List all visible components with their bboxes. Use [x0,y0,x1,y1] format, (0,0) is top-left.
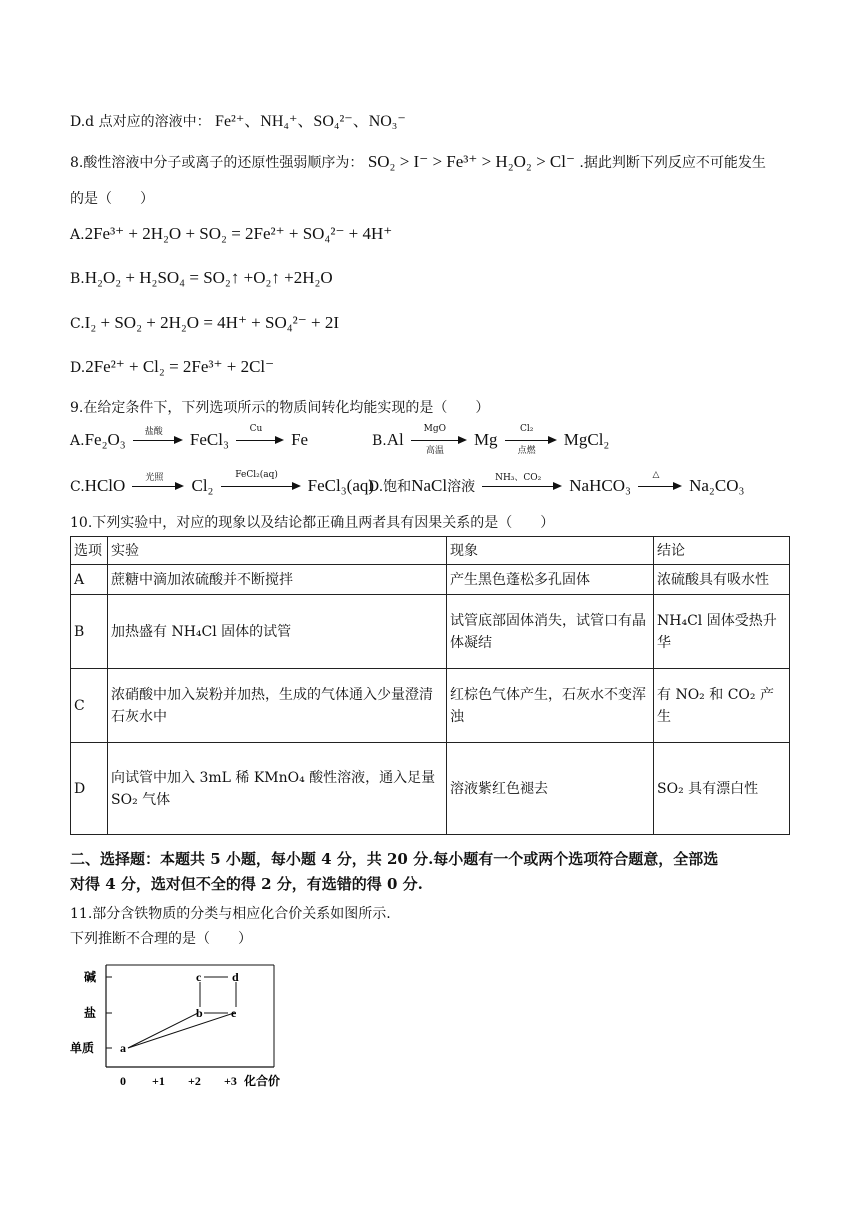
q8-stem-post: .据此判断下列反应不可能发生 [579,155,766,171]
arrow-icon: 盐酸 [133,433,183,449]
q8-option-d: D.2Fe²⁺ + Cl₂ = 2Fe³⁺ + 2Cl⁻ [70,357,275,376]
table-cell: 浓硝酸中加入炭粉并加热，生成的气体通入少量澄清石灰水中 [108,669,447,743]
table-header-row [71,537,790,565]
arrow-icon: Cl₂ 点燃 [505,433,557,449]
y-label-element: 单质 [70,1041,95,1055]
x-tick-label: +3 [224,1074,237,1088]
table-cell: 浓硫酸具有吸水性 [654,565,790,595]
y-label-salt: 盐 [84,1006,97,1020]
q9-stem: 9.在给定条件下，下列选项所示的物质间转化均能实现的是（ ） [70,400,490,416]
arrow-icon: 光照 [132,479,184,495]
arrow-icon: FeCl₂(aq) [221,479,301,495]
table-row [71,595,790,669]
table-cell: 蔗糖中滴加浓硫酸并不断搅拌 [108,565,447,595]
q8-reducing-order: SO₂ > I⁻ > Fe³⁺ > H₂O₂ > Cl⁻ [367,152,575,171]
table-cell: C [71,669,108,743]
table-cell: 加热盛有 NH₄Cl 固体的试管 [108,595,447,669]
point-a: a [120,1041,126,1055]
q9-option-c: C.HClO 光照 Cl₂ FeCl₂(aq) FeCl₃(aq) [70,469,375,495]
q7-option-d [70,108,406,131]
y-label-base: 碱 [84,970,97,984]
q8-option-b: B.H₂O₂ + H₂SO₄ = SO₂↑ +O₂↑ +2H₂O [70,268,333,287]
iron-valence-diagram [66,955,306,1095]
arrow-icon: Cu [236,433,284,449]
table-cell: 产生黑色蓬松多孔固体 [447,565,654,595]
table-cell: A [71,565,108,595]
q9-option-d: D.饱和NaCl溶液 NH₃、CO₂ NaHCO₃ △ Na₂CO₃ [368,469,745,495]
x-tick-label: +1 [152,1074,165,1088]
table-row [71,743,790,835]
table-cell: SO₂ 具有漂白性 [654,743,790,835]
link-a-b [128,1013,198,1048]
q11-line1: 11.部分含铁物质的分类与相应化合价关系如图所示. [70,906,391,922]
point-e: e [231,1006,237,1020]
x-tick-label: +2 [188,1074,201,1088]
table-cell: NH₄Cl 固体受热升华 [654,595,790,669]
table-cell: B [71,595,108,669]
table-header-cell: 选项 [71,537,108,565]
arrow-icon: MgO 高温 [411,433,467,449]
q9-option-b: B.Al MgO 高温 Mg Cl₂ 点燃 MgCl₂ [372,423,610,456]
q8-option-a: A.2Fe³⁺ + 2H₂O + SO₂ = 2Fe²⁺ + SO₄²⁻ + 4H⁺ [70,224,393,243]
table-cell: 试管底部固体消失，试管口有晶体凝结 [447,595,654,669]
x-tick-label: 0 [120,1074,126,1088]
q7-d-label: D.d 点对应的溶液中： [70,114,211,130]
section2-heading-line2: 对得 4 分，选对但不全的得 2 分，有选错的得 0 分. [70,875,423,893]
point-b: b [196,1006,203,1020]
table-header-cell: 结论 [654,537,790,565]
table-cell: 向试管中加入 3mL 稀 KMnO₄ 酸性溶液，通入足量 SO₂ 气体 [108,743,447,835]
arrow-icon: △ [638,479,682,495]
point-c: c [196,970,202,984]
point-d: d [232,970,239,984]
table-header-cell: 现象 [447,537,654,565]
table-cell: 红棕色气体产生，石灰水不变浑浊 [447,669,654,743]
table-cell: D [71,743,108,835]
table-cell: 溶液紫红色褪去 [447,743,654,835]
q10-table [70,536,790,835]
q8-stem-pre: 8.酸性溶液中分子或离子的还原性强弱顺序为： [70,155,364,171]
section2-heading-line1: 二、选择题：本题共 5 小题，每小题 4 分，共 20 分.每小题有一个或两个选项符合题意，全部选 [70,850,719,868]
q10-stem: 10.下列实验中，对应的现象以及结论都正确且两者具有因果关系的是（ ） [70,515,555,531]
q8-stem [70,152,766,172]
table-cell: 有 NO₂ 和 CO₂ 产生 [654,669,790,743]
q7-d-ions: Fe²⁺、NH₄⁺、SO₄²⁻、NO₃⁻ [215,113,406,130]
x-axis-label: 化合价 [244,1074,281,1088]
table-row [71,669,790,743]
q11-line2: 下列推断不合理的是（ ） [70,931,252,947]
q8-option-c: C.I₂ + SO₂ + 2H₂O = 4H⁺ + SO₄²⁻ + 2I [70,313,339,332]
q9-option-a: A.Fe₂O₃ 盐酸 FeCl₃ Cu Fe [70,423,309,449]
arrow-icon: NH₃、CO₂ [482,479,562,495]
q8-stem-line2: 的是（ ） [70,191,154,207]
table-header-cell: 实验 [108,537,447,565]
table-row [71,565,790,595]
link-a-e [128,1013,234,1048]
